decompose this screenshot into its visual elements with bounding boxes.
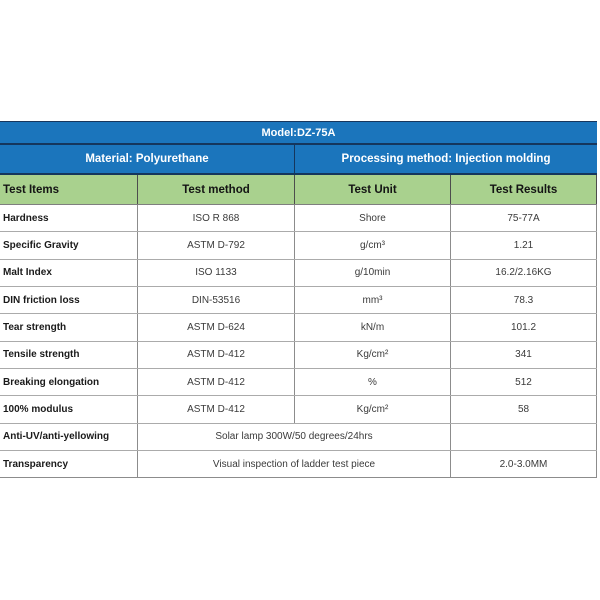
test-result-cell: 58 — [451, 396, 597, 422]
material-processing-row — [0, 145, 597, 175]
test-method-cell: ISO 1133 — [138, 260, 295, 286]
test-item-cell: Malt Index — [0, 260, 138, 286]
test-unit-cell: g/cm³ — [295, 232, 451, 258]
test-method-unit-merged-cell: Solar lamp 300W/50 degrees/24hrs — [138, 424, 451, 450]
column-header-test-results: Test Results — [451, 175, 597, 204]
test-result-cell: 16.2/2.16KG — [451, 260, 597, 286]
test-item-cell: 100% modulus — [0, 396, 138, 422]
model-title: Model:DZ-75A — [261, 126, 336, 139]
table-row-merged — [0, 424, 597, 451]
test-unit-cell: mm³ — [295, 287, 451, 313]
table-row — [0, 369, 597, 396]
table-row — [0, 287, 597, 314]
test-result-cell: 341 — [451, 342, 597, 368]
test-item-cell: DIN friction loss — [0, 287, 138, 313]
table-row — [0, 396, 597, 423]
table-row-merged — [0, 451, 597, 478]
model-header-row — [0, 122, 597, 145]
table-row — [0, 260, 597, 287]
spec-sheet-table — [0, 121, 597, 478]
test-item-cell: Specific Gravity — [0, 232, 138, 258]
test-method-unit-merged-cell: Visual inspection of ladder test piece — [138, 451, 451, 477]
table-row — [0, 232, 597, 259]
test-unit-cell: Kg/cm² — [295, 342, 451, 368]
table-row — [0, 342, 597, 369]
test-item-cell: Tear strength — [0, 314, 138, 340]
test-method-cell: ASTM D-412 — [138, 342, 295, 368]
column-header-test-items: Test Items — [0, 175, 138, 204]
test-result-cell: 78.3 — [451, 287, 597, 313]
test-result-cell: 101.2 — [451, 314, 597, 340]
test-method-cell: ASTM D-412 — [138, 369, 295, 395]
test-unit-cell: kN/m — [295, 314, 451, 340]
test-result-cell: 2.0-3.0MM — [451, 451, 597, 477]
test-unit-cell: Shore — [295, 205, 451, 231]
test-method-cell: ASTM D-624 — [138, 314, 295, 340]
test-result-cell: 75-77A — [451, 205, 597, 231]
test-item-cell: Tensile strength — [0, 342, 138, 368]
material-header-cell: Material: Polyurethane — [0, 145, 295, 173]
test-method-cell: DIN-53516 — [138, 287, 295, 313]
test-result-cell: 512 — [451, 369, 597, 395]
table-row — [0, 205, 597, 232]
column-header-row — [0, 175, 597, 205]
test-item-cell: Anti-UV/anti-yellowing — [0, 424, 138, 450]
test-method-cell: ASTM D-792 — [138, 232, 295, 258]
test-method-cell: ISO R 868 — [138, 205, 295, 231]
test-unit-cell: % — [295, 369, 451, 395]
test-result-cell — [451, 424, 597, 450]
column-header-test-method: Test method — [138, 175, 295, 204]
test-item-cell: Breaking elongation — [0, 369, 138, 395]
processing-method-header-cell: Processing method: Injection molding — [341, 153, 551, 165]
test-item-cell: Hardness — [0, 205, 138, 231]
test-unit-cell: g/10min — [295, 260, 451, 286]
test-result-cell: 1.21 — [451, 232, 597, 258]
test-method-cell: ASTM D-412 — [138, 396, 295, 422]
test-unit-cell: Kg/cm² — [295, 396, 451, 422]
test-item-cell: Transparency — [0, 451, 138, 477]
table-row — [0, 314, 597, 341]
column-header-test-unit: Test Unit — [295, 175, 451, 204]
